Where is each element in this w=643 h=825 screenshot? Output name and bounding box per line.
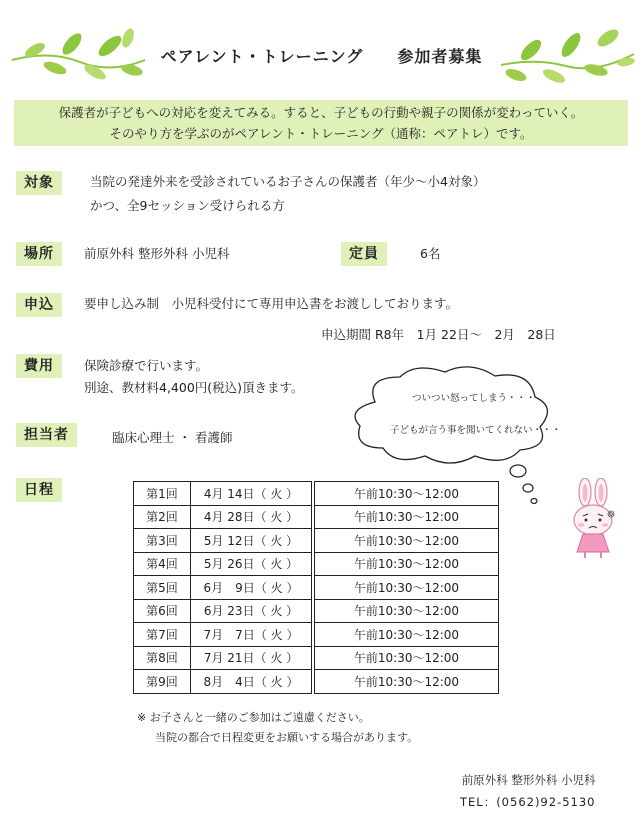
thought-bubble-line-1: ついつい怒ってしまう・・・ [412, 393, 536, 404]
title-sub: 参加者募集 [397, 47, 483, 66]
target-label: 対象 [16, 171, 62, 195]
capacity-value: 6名 [420, 246, 441, 261]
table-row [134, 505, 499, 529]
date-cell: 6月 23日（ 火 ） [191, 599, 314, 623]
footer-contact [460, 769, 596, 813]
session-cell: 第3回 [134, 529, 191, 553]
footer-tel: TEL：(0562)92-5130 [460, 795, 596, 809]
table-row [134, 623, 499, 647]
time-cell: 午前10:30～12:00 [313, 505, 499, 529]
date-cell: 8月 4日（ 火 ） [191, 670, 314, 694]
session-cell: 第2回 [134, 505, 191, 529]
target-line-1: 当院の発達外来を受診されているお子さんの保護者（年少～小4対象） [90, 174, 486, 189]
date-cell: 4月 28日（ 火 ） [191, 505, 314, 529]
session-cell: 第4回 [134, 552, 191, 576]
apply-label: 申込 [16, 293, 62, 317]
page-title [0, 44, 643, 67]
date-cell: 7月 7日（ 火 ） [191, 623, 314, 647]
staff-label: 担当者 [16, 423, 77, 447]
time-cell: 午前10:30～12:00 [313, 576, 499, 600]
time-cell: 午前10:30～12:00 [313, 552, 499, 576]
intro-line-2: そのやり方を学ぶのがペアレント・トレーニング（通称：ペアトレ）です。 [109, 126, 533, 141]
table-row [134, 482, 499, 506]
cost-line-2: 別途、教材料4,400円(税込)頂きます。 [84, 380, 304, 395]
table-row [134, 576, 499, 600]
time-cell: 午前10:30～12:00 [313, 670, 499, 694]
time-cell: 午前10:30～12:00 [313, 599, 499, 623]
table-row [134, 646, 499, 670]
session-cell: 第6回 [134, 599, 191, 623]
note-line-2: 当院の都合で日程変更をお願いする場合があります。 [155, 731, 419, 744]
title-main: ペアレント・トレーニング [160, 47, 364, 66]
time-cell: 午前10:30～12:00 [313, 482, 499, 506]
date-cell: 4月 14日（ 火 ） [191, 482, 314, 506]
table-row [134, 552, 499, 576]
session-cell: 第9回 [134, 670, 191, 694]
date-cell: 7月 21日（ 火 ） [191, 646, 314, 670]
intro-band [14, 100, 628, 146]
date-cell: 5月 26日（ 火 ） [191, 552, 314, 576]
table-row [134, 529, 499, 553]
cost-line-1: 保険診療で行います。 [84, 358, 209, 373]
capacity-label: 定員 [341, 242, 387, 266]
date-cell: 5月 12日（ 火 ） [191, 529, 314, 553]
place-label: 場所 [16, 242, 62, 266]
cost-label: 費用 [16, 354, 62, 378]
session-cell: 第8回 [134, 646, 191, 670]
schedule-label: 日程 [16, 478, 62, 502]
place-value: 前原外科 整形外科 小児科 [84, 246, 230, 261]
apply-line-1: 要申し込み制 小児科受付にて専用申込書をお渡ししております。 [84, 296, 459, 311]
staff-value: 臨床心理士 ・ 看護師 [112, 430, 233, 445]
table-row [134, 599, 499, 623]
target-line-2: かつ、全9セッション受けられる方 [90, 198, 285, 213]
session-cell: 第5回 [134, 576, 191, 600]
date-cell: 6月 9日（ 火 ） [191, 576, 314, 600]
table-row [134, 670, 499, 694]
note-line-1: ※ お子さんと一緒のご参加はご遠慮ください。 [137, 711, 370, 724]
time-cell: 午前10:30～12:00 [313, 623, 499, 647]
time-cell: 午前10:30～12:00 [313, 529, 499, 553]
schedule-notes [137, 708, 418, 748]
apply-period: 申込期間 R8年 1月 22日～ 2月 28日 [321, 327, 556, 342]
time-cell: 午前10:30～12:00 [313, 646, 499, 670]
worried-rabbit-illustration [563, 478, 623, 560]
intro-line-1: 保護者が子どもへの対応を変えてみる。すると、子どもの行動や親子の関係が変わっていく。 [58, 105, 584, 120]
session-cell: 第7回 [134, 623, 191, 647]
schedule-table [133, 481, 499, 694]
footer-clinic-name: 前原外科 整形外科 小児科 [461, 773, 596, 787]
thought-bubble-line-2: 子どもが言う事を聞いてくれない・・・ [390, 425, 562, 436]
session-cell: 第1回 [134, 482, 191, 506]
